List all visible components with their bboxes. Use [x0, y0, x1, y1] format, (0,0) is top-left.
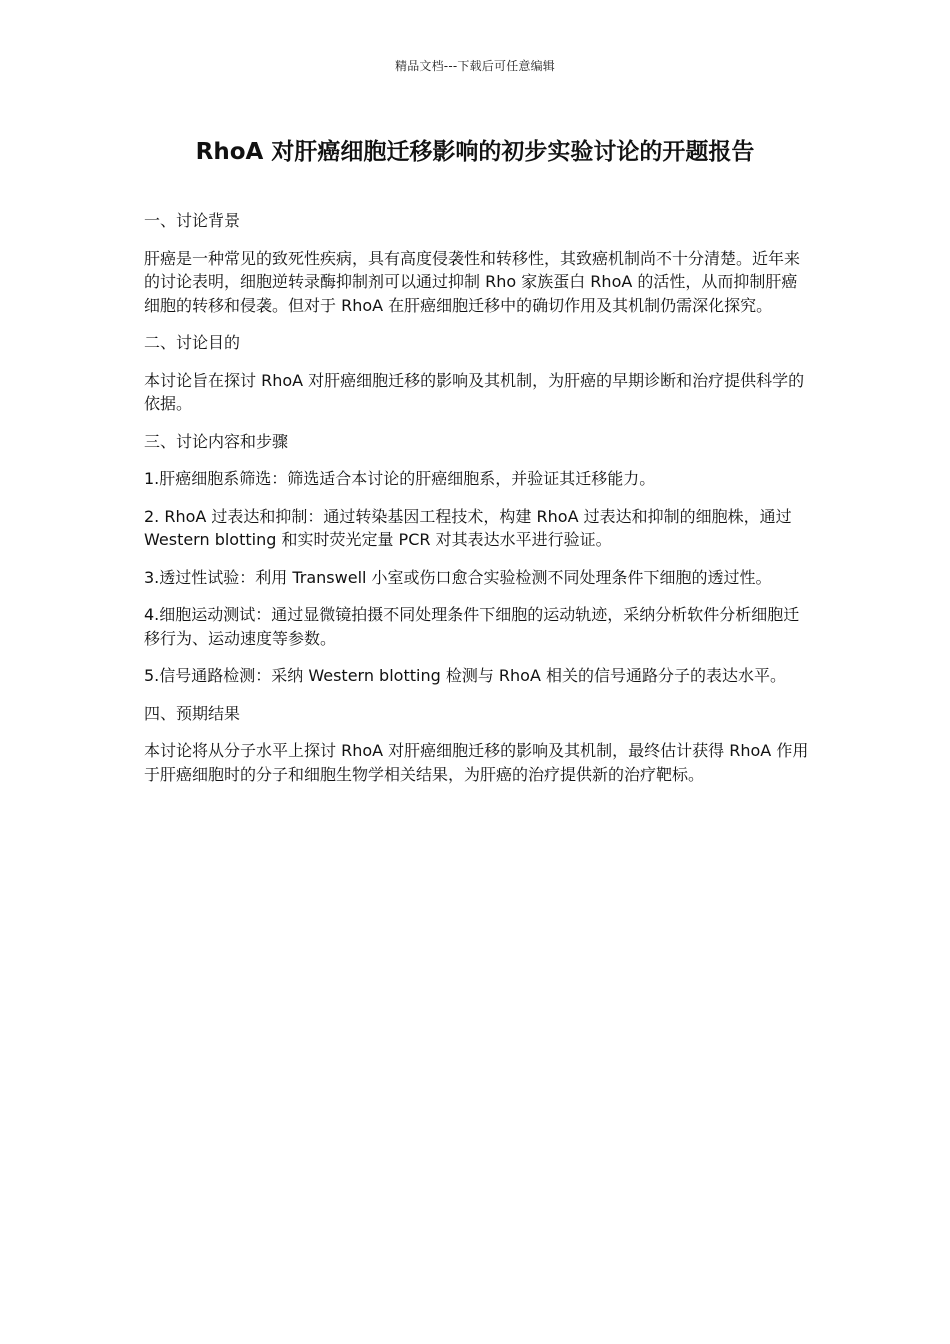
section-heading-expected-results: 四、预期结果: [144, 703, 241, 723]
step-rhoa-overexpression: 2. RhoA 过表达和抑制：通过转染基因工程技术，构建 RhoA 过表达和抑制的细胞株，通过 Western blotting 和实时荧光定量 PCR 对其表达水平进行验证。: [144, 506, 792, 549]
section-heading-purpose: 二、讨论目的: [144, 333, 241, 352]
section-heading-background: 一、讨论背景: [144, 211, 241, 230]
background-paragraph: 肝癌是一种常见的致死性疾病，具有高度侵袭性和转移性，其致癌机制尚不十分清楚。近年来的讨论表明，细胞逆转录酶抑制剂可以通过抑制 Rho 家族蛋白 RhoA 的活性，从而抑制肝癌细胞的转移和侵袭。但对于 RhoA 在肝癌细胞迁移中的确切作用及其机制仍需深化探究。: [144, 248, 801, 315]
step-cell-line-screening: 1.肝癌细胞系筛选：筛选适合本讨论的肝癌细胞系，并验证其迁移能力。: [144, 469, 656, 488]
step-permeability-test: 3.透过性试验：利用 Transwell 小室或伤口愈合实验检测不同处理条件下细胞的透过性。: [144, 567, 772, 587]
section-heading-content-steps: 三、讨论内容和步骤: [144, 431, 289, 451]
purpose-paragraph: 本讨论旨在探讨 RhoA 对肝癌细胞迁移的影响及其机制，为肝癌的早期诊断和治疗提供科学的依据。: [144, 370, 805, 413]
expected-results-paragraph: 本讨论将从分子水平上探讨 RhoA 对肝癌细胞迁移的影响及其机制，最终估计获得 RhoA 作用于肝癌细胞时的分子和细胞生物学相关结果，为肝癌的治疗提供新的治疗靶标。: [144, 741, 809, 784]
document-title: RhoA 对肝癌细胞迁移影响的初步实验讨论的开题报告: [195, 139, 755, 165]
document-body: [144, 209, 810, 800]
step-cell-motility-test: 4.细胞运动测试：通过显微镜拍摄不同处理条件下细胞的运动轨迹，采纳分析软件分析细胞迁移行为、运动速度等参数。: [144, 605, 800, 648]
step-signal-pathway-detection: 5.信号通路检测：采纳 Western blotting 检测与 RhoA 相关的信号通路分子的表达水平。: [144, 666, 786, 685]
header-note: 精品文档---下载后可任意编辑: [395, 59, 555, 73]
